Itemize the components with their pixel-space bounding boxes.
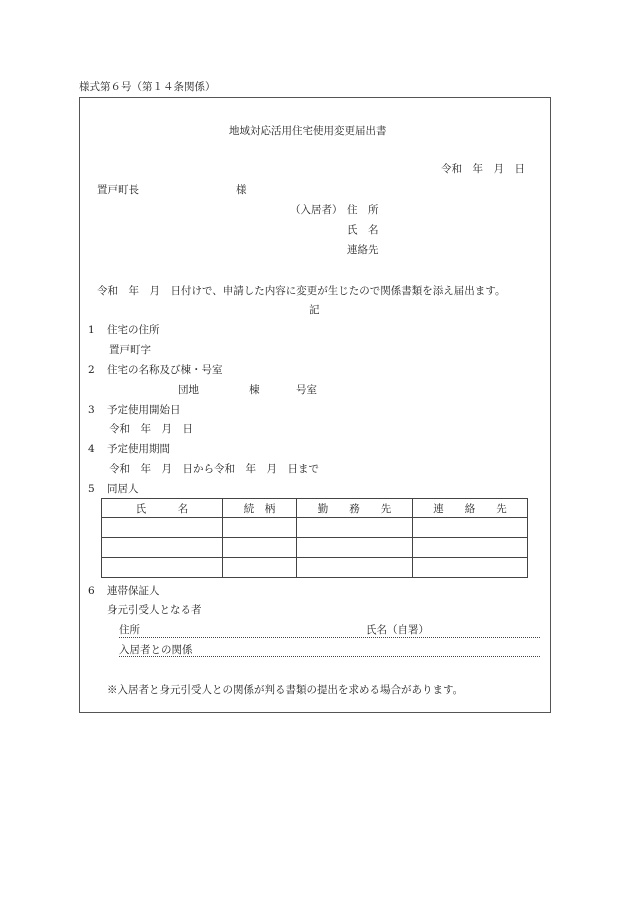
applicant-label: （入居者）	[290, 204, 343, 216]
table-cell[interactable]	[297, 518, 413, 538]
cohabitant-table	[101, 498, 528, 578]
item-6-number: 6	[88, 585, 95, 597]
ki-mark: 記	[309, 304, 320, 316]
guarantor-address-label: 住所	[119, 624, 140, 636]
item-3-heading: 予定使用開始日	[107, 404, 181, 416]
table-row	[102, 558, 528, 578]
guarantor-name-label: 氏名（自署）	[366, 624, 429, 636]
applicant-name-label: 氏 名	[347, 224, 379, 236]
item-1-value: 置戸町字	[109, 344, 151, 356]
item-4-heading: 予定使用期間	[107, 443, 170, 455]
addressee: 置戸町長	[97, 184, 139, 196]
table-cell[interactable]	[102, 518, 223, 538]
item-4-number: 4	[88, 443, 95, 455]
item-6-subheading: 身元引受人となる者	[107, 604, 202, 616]
footnote: ※入居者と身元引受人との関係が判る書類の提出を求める場合があります。	[107, 684, 464, 696]
honorific: 様	[236, 184, 247, 196]
item-4-value: 令和 年 月 日から令和 年 月 日まで	[109, 463, 319, 475]
table-cell[interactable]	[223, 538, 297, 558]
item-2-heading: 住宅の名称及び棟・号室	[107, 364, 223, 376]
statement: 令和 年 月 日付けで、申請した内容に変更が生じたので関係書類を添え届出ます。	[97, 285, 506, 297]
header-name: 氏 名	[102, 499, 223, 518]
form-title: 地域対応活用住宅使用変更届出書	[229, 125, 387, 137]
item-5-heading: 同居人	[107, 483, 139, 495]
header-contact: 連 絡 先	[413, 499, 528, 518]
table-row	[102, 518, 528, 538]
table-cell[interactable]	[102, 558, 223, 578]
table-cell[interactable]	[297, 538, 413, 558]
header-workplace: 勤 務 先	[297, 499, 413, 518]
item-3-value: 令和 年 月 日	[109, 423, 193, 435]
applicant-contact-label: 連絡先	[347, 244, 379, 256]
item-2-tou: 棟	[249, 384, 260, 396]
table-cell[interactable]	[102, 538, 223, 558]
header-relationship: 続 柄	[223, 499, 297, 518]
table-row	[102, 538, 528, 558]
item-2-goushitsu: 号室	[296, 384, 317, 396]
item-5-number: 5	[88, 483, 95, 495]
item-2-number: 2	[88, 364, 95, 376]
table-cell[interactable]	[413, 538, 528, 558]
item-2-danchi: 団地	[178, 384, 199, 396]
guarantor-relation-label: 入居者との関係	[119, 644, 193, 656]
item-3-number: 3	[88, 404, 95, 416]
table-cell[interactable]	[223, 518, 297, 538]
form-number: 様式第６号（第１４条関係）	[79, 81, 216, 93]
item-1-number: 1	[88, 324, 95, 336]
table-cell[interactable]	[413, 518, 528, 538]
date-line: 令和 年 月 日	[441, 163, 525, 175]
table-cell[interactable]	[297, 558, 413, 578]
table-cell[interactable]	[413, 558, 528, 578]
guarantor-relation-line[interactable]	[119, 656, 540, 657]
applicant-address-label: 住 所	[347, 204, 379, 216]
item-1-heading: 住宅の住所	[107, 324, 160, 336]
guarantor-address-line[interactable]	[119, 637, 540, 638]
item-6-heading: 連帯保証人	[107, 585, 160, 597]
cohabitant-table-header	[102, 499, 528, 518]
table-cell[interactable]	[223, 558, 297, 578]
